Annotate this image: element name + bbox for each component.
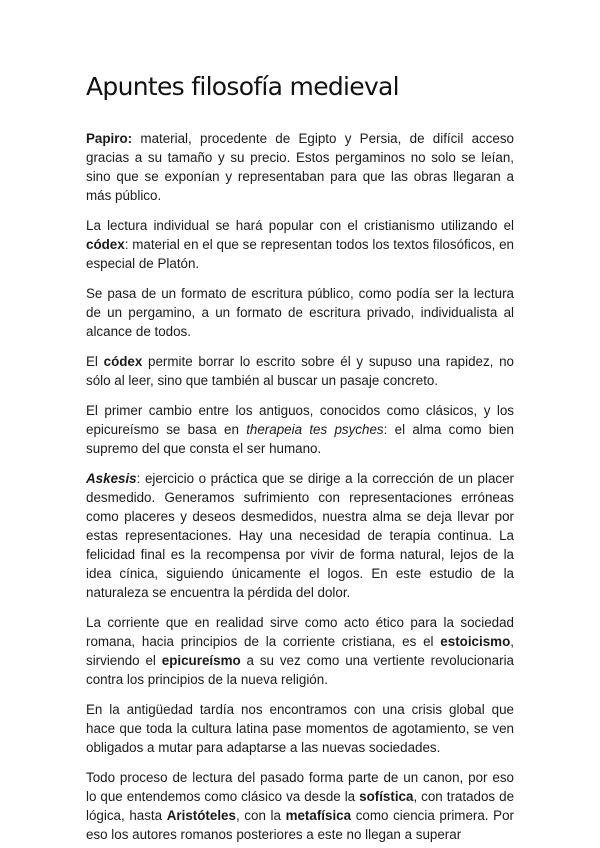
text: El xyxy=(86,354,104,369)
text: , con tratados de lógica, hasta xyxy=(86,789,515,823)
term-epicureismo: epicureísmo xyxy=(161,653,241,668)
text: Todo proceso de lectura del pasado forma parte de un canon, por eso lo que entendemos como clásico va desde la xyxy=(86,770,514,804)
term-aristoteles: Aristóteles xyxy=(166,808,236,823)
term-askesis xyxy=(86,471,137,486)
paragraph-antiguedad-tardia xyxy=(86,700,514,757)
term-therapeia: therapeia tes psyches xyxy=(246,422,384,437)
text: : el alma como bien supremo del que consta el ser humano. xyxy=(86,422,515,456)
paragraph-estoicismo xyxy=(86,613,514,689)
paragraph-askesis xyxy=(86,469,514,602)
paragraph-primer-cambio xyxy=(86,401,514,458)
text: material, procedente de Egipto y Persia, de difícil acceso gracias a su tamaño y su precio. Estos pergaminos no solo se leían, sino que se exponían y representaban para que las obras llegaran a más público. xyxy=(86,131,514,203)
term-codex: códex xyxy=(86,237,125,252)
text: : ejercicio o práctica que se dirige a la corrección de un placer desmedido. Generamos sufrimiento con representaciones erróneas como placeres y deseos desmedidos, nuestra alma se deja llevar por estas representaciones. Hay una necesidad de terapia continua. La felicidad final es la recompensa por vivir de forma natural, lejos de la idea cínica, siguiendo únicamente el logos. En este estudio de la naturaleza se encuentra la pérdida del dolor. xyxy=(86,471,514,600)
paragraph-lectura-individual xyxy=(86,216,514,273)
term-codex: códex xyxy=(103,354,143,369)
text: permite borrar lo escrito sobre él y supuso una rapidez, no sólo al leer, sino que también al buscar un pasaje concreto. xyxy=(86,354,514,388)
text: como ciencia primera. Por eso los autores romanos posteriores a este no llegan a superar xyxy=(86,808,514,842)
paragraph-papiro xyxy=(86,129,514,205)
term-askesis-text: Askesis xyxy=(86,471,137,486)
text: La corriente que en realidad sirve como acto ético para la sociedad romana, hacia principios de la corriente cristiana, es el xyxy=(86,615,514,649)
term-papiro: Papiro: xyxy=(86,131,133,146)
text: En la antigüedad tardía nos encontramos con una crisis global que hace que toda la cultura latina pase momentos de agotamiento, se ven obligados a mutar para adaptarse a las nuevas sociedades. xyxy=(86,702,514,755)
text: , sirviendo el xyxy=(86,634,514,668)
page-title: Apuntes filosofía medieval xyxy=(86,72,399,101)
term-metafisica: metafísica xyxy=(285,808,352,823)
term-estoicismo: estoicismo xyxy=(440,634,511,649)
text: Se pasa de un formato de escritura público, como podía ser la lectura de un pergamino, a un formato de escritura privado, individualista al alcance de todos. xyxy=(86,286,514,339)
text: La lectura individual se hará popular con el cristianismo utilizando el xyxy=(86,218,514,233)
text: a su vez como una vertiente revolucionaria contra los principios de la nueva religión. xyxy=(86,653,515,687)
text: : material en el que se representan todos los textos filosóficos, en especial de Platón. xyxy=(86,237,514,271)
text: , con la xyxy=(235,808,286,823)
text: El primer cambio entre los antiguos, conocidos como clásicos, y los epicureísmo se basa en xyxy=(86,403,514,437)
paragraph-canon xyxy=(86,768,514,844)
paragraph-codex-borrar xyxy=(86,352,514,390)
term-sofistica: sofística xyxy=(359,789,414,804)
paragraph-formato-escritura xyxy=(86,284,514,341)
